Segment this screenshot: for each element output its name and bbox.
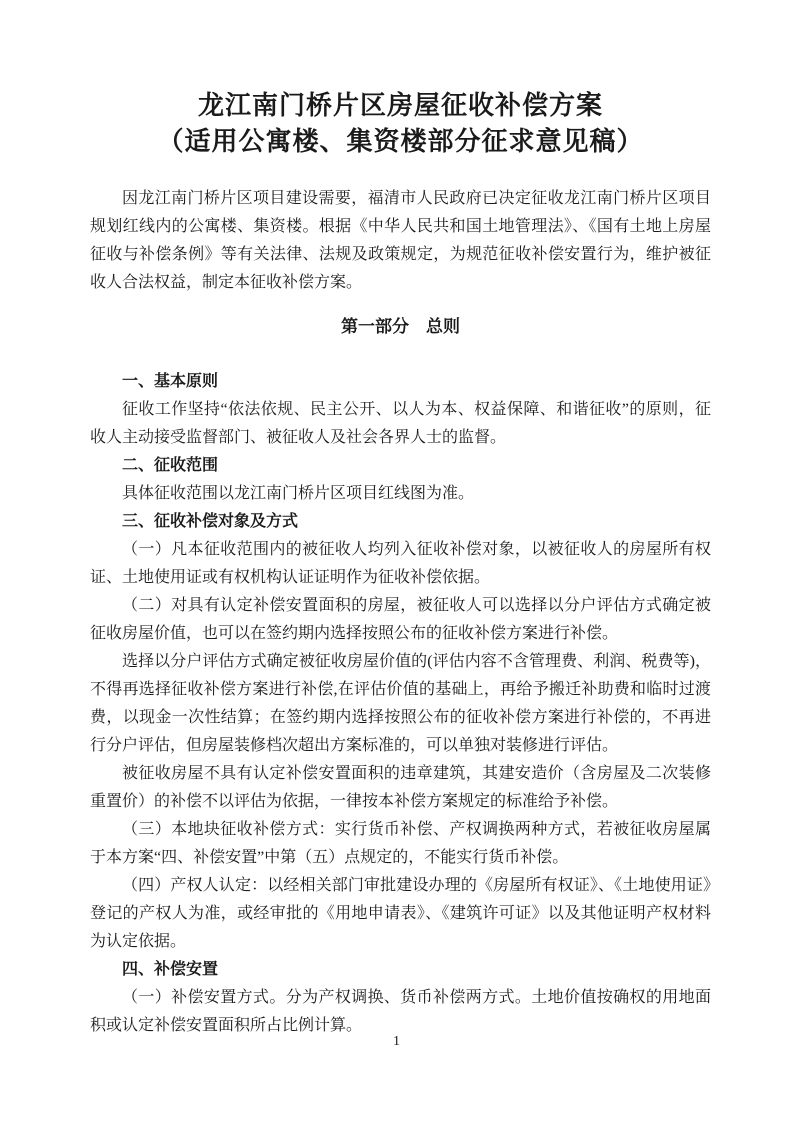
subsection-heading: 三、征收补偿对象及方式 (122, 513, 299, 530)
body-paragraph: 具体征收范围以龙江南门桥片区项目红线图为准。 (122, 485, 475, 502)
body-paragraph: 因龙江南门桥片区项目建设需要，福清市人民政府已决定征收龙江南门桥片区项目规划红线内的公寓楼、集资楼。根据《中华人民共和国土地管理法》、《国有土地上房屋征收与补偿条例》等有关法律、法规及政策规定，为规范征收补偿安置行为，维护被征收人合法权益，制定本征收补偿方案。 (90, 190, 711, 291)
subsection-heading: 四、补偿安置 (122, 961, 219, 978)
body-paragraph: （四）产权人认定：以经相关部门审批建设办理的《房屋所有权证》、《土地使用证》登记的产权人为准，或经审批的《用地申请表》、《建筑许可证》以及其他证明产权材料为认定依据。 (90, 877, 711, 950)
subsection-heading: 一、基本原则 (122, 373, 219, 390)
section-title: 第一部分 总则 (341, 317, 460, 336)
document-title-line2: （适用公寓楼、集资楼部分征求意见稿） (157, 127, 644, 156)
subsection-heading: 二、征收范围 (122, 457, 219, 474)
document-body (90, 185, 711, 1040)
body-paragraph: （一）补偿安置方式。分为产权调换、货币补偿两方式。土地价值按确权的用地面积或认定补偿安置面积所占比例计算。 (90, 989, 711, 1034)
page-number: 1 (393, 1034, 400, 1049)
document-title-line1: 龙江南门桥片区房屋征收补偿方案 (197, 91, 603, 120)
document-title (90, 88, 711, 160)
body-paragraph: （二）对具有认定补偿安置面积的房屋，被征收人可以选择以分户评估方式确定被征收房屋价值，也可以在签约期内选择按照公布的征收补偿方案进行补偿。 (90, 597, 711, 642)
body-paragraph: 选择以分户评估方式确定被征收房屋价值的(评估内容不含管理费、利润、税费等)，不得再选择征收补偿方案进行补偿,在评估价值的基础上，再给予搬迁补助费和临时过渡费，以现金一次性结算；在签约期内选择按照公布的征收补偿方案进行补偿的，不再进行分户评估，但房屋装修档次超出方案标准的，可以单独对装修进行评估。 (90, 653, 711, 754)
document-content (90, 88, 711, 1040)
body-paragraph: 被征收房屋不具有认定补偿安置面积的违章建筑，其建安造价（含房屋及二次装修重置价）的补偿不以评估为依据，一律按本补偿方案规定的标准给予补偿。 (90, 765, 711, 810)
body-paragraph: （一）凡本征收范围内的被征收人均列入征收补偿对象，以被征收人的房屋所有权证、土地使用证或有权机构认证证明作为征收补偿依据。 (90, 541, 711, 586)
body-paragraph: （三）本地块征收补偿方式：实行货币补偿、产权调换两种方式，若被征收房屋属于本方案“四、补偿安置”中第（五）点规定的，不能实行货币补偿。 (90, 821, 711, 866)
body-paragraph: 征收工作坚持“依法依规、民主公开、以人为本、权益保障、和谐征收”的原则，征收人主动接受监督部门、被征收人及社会各界人士的监督。 (90, 401, 711, 446)
